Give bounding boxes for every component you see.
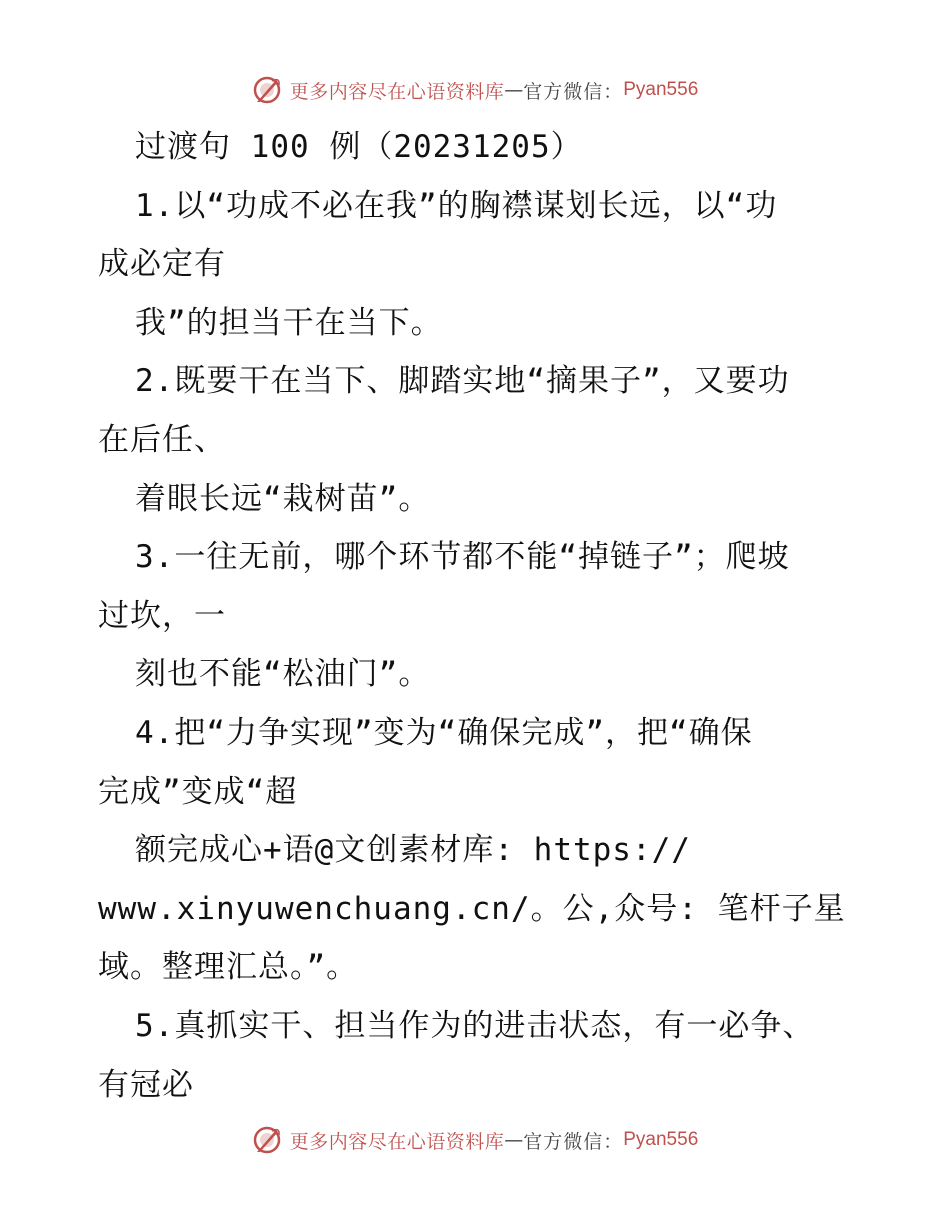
footer-wechat-id: Pyan556 — [623, 1129, 699, 1150]
document-line: 2.既要干在当下、脚踏实地“摘果子”，又要功 — [135, 363, 790, 400]
document-title: 过渡句 100 例（20231205） — [135, 129, 583, 165]
document-line: 完成”变成“超 — [98, 773, 298, 810]
header-brand-text: 更多内容尽在心语资料库 — [289, 80, 505, 103]
document-line: 过坎，一 — [98, 597, 226, 634]
document-line: 额完成心+语@文创素材库: https:// — [135, 832, 691, 869]
document-line: 域。整理汇总。”。 — [98, 949, 359, 986]
document-line: 1.以“功成不必在我”的胸襟谋划长远，以“功 — [135, 187, 778, 224]
header-wechat-id: Pyan556 — [623, 79, 699, 100]
header-banner — [0, 70, 950, 110]
quill-pen-logo-icon — [252, 75, 282, 105]
document-line: 着眼长远“栽树苗”。 — [135, 480, 431, 517]
document-line: 在后任、 — [98, 421, 226, 458]
document-line: 我”的担当干在当下。 — [135, 304, 443, 341]
document-body — [98, 118, 858, 1114]
header-dash: — — [504, 79, 524, 101]
footer-dash: — — [504, 1129, 524, 1151]
footer-official-label: 官方微信： — [523, 1130, 624, 1153]
document-line: 成必定有 — [98, 246, 226, 283]
document-line: 有冠必 — [98, 1066, 194, 1103]
footer-banner — [0, 1120, 950, 1160]
document-line: 4.把“力争实现”变为“确保完成”，把“确保 — [135, 714, 753, 751]
footer-brand-text: 更多内容尽在心语资料库 — [289, 1130, 505, 1153]
header-official-label: 官方微信： — [523, 80, 624, 103]
document-line: 3.一往无前，哪个环节都不能“掉链子”；爬坡 — [135, 539, 790, 576]
quill-pen-logo-icon — [252, 1125, 282, 1155]
document-line: www.xinyuwenchuang.cn/。公,众号: 笔杆子星 — [98, 890, 846, 927]
document-line: 刻也不能“松油门”。 — [135, 656, 431, 693]
document-line: 5.真抓实干、担当作为的进击状态，有一必争、 — [135, 1007, 815, 1044]
